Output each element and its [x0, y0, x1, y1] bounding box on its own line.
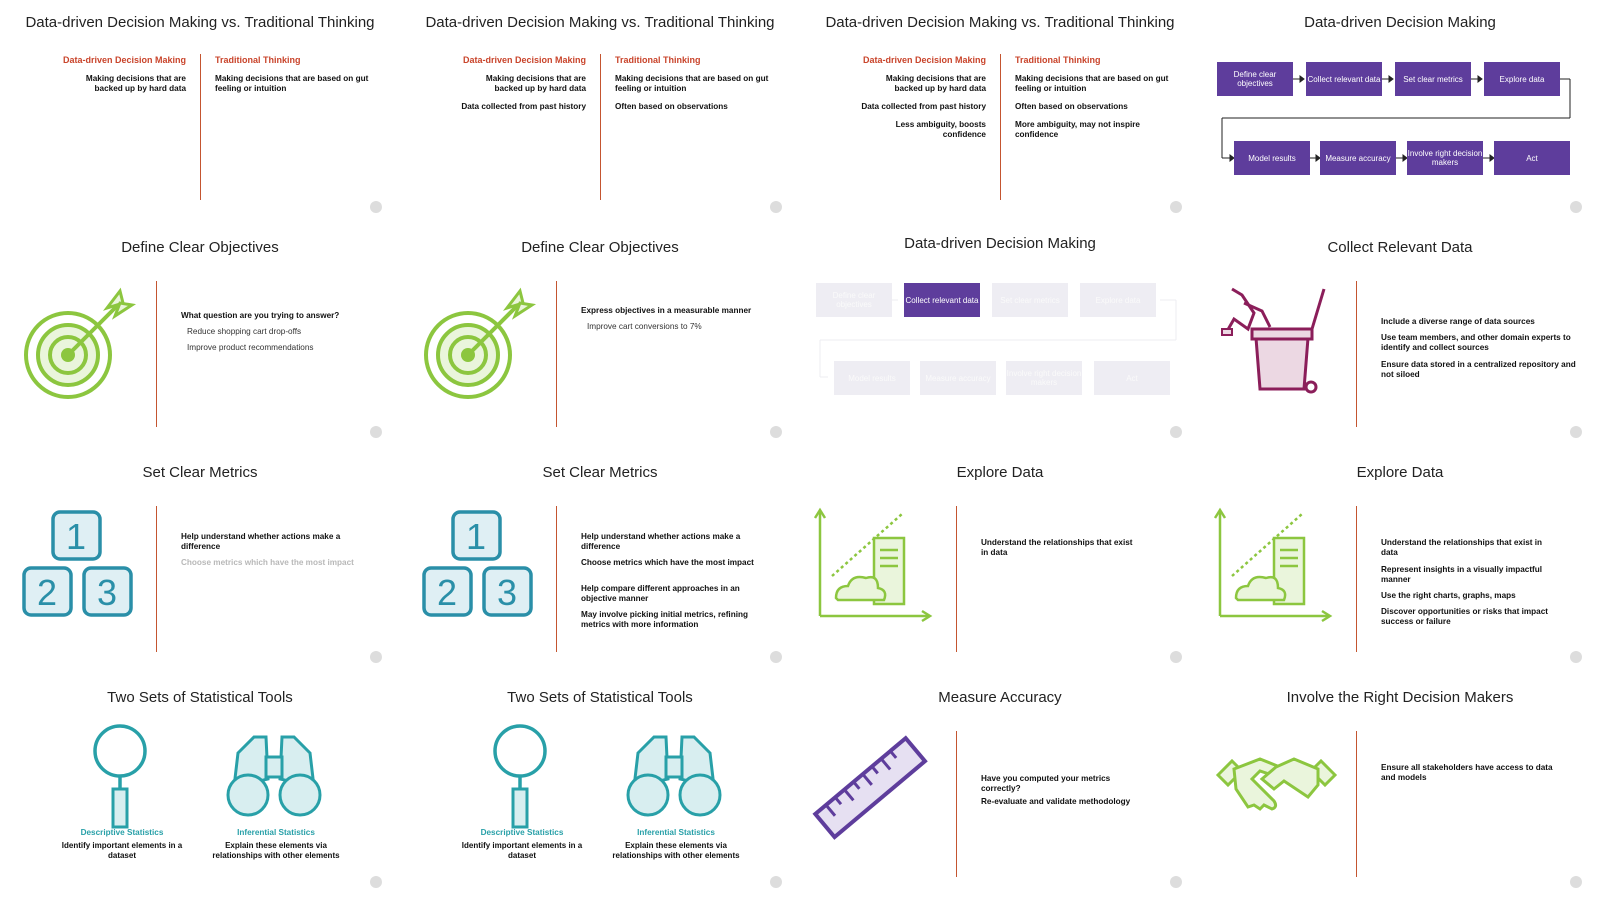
corner-logo-icon — [770, 201, 782, 213]
bullet-item: Understand the relationships that exist in data — [981, 538, 1133, 557]
corner-logo-icon — [1570, 201, 1582, 213]
right-item: Often based on observations — [615, 102, 728, 111]
bullet-item: Help compare different approaches in an objective manner — [581, 584, 740, 603]
slide-14[interactable] — [400, 675, 800, 900]
descriptive-stats-text: Identify important elements in a dataset — [461, 841, 583, 860]
right-heading: Traditional Thinking — [1015, 55, 1101, 65]
corner-logo-icon — [370, 876, 382, 888]
slide-7[interactable] — [800, 225, 1200, 450]
corner-logo-icon — [1570, 876, 1582, 888]
slide-title: Data-driven Decision Making — [904, 235, 1096, 252]
slide-title: Define Clear Objectives — [121, 239, 279, 256]
svg-text:2: 2 — [436, 572, 458, 613]
slide-5[interactable] — [0, 225, 400, 450]
divider — [600, 54, 601, 200]
svg-text:3: 3 — [96, 572, 118, 613]
slide-title: Data-driven Decision Making — [1304, 14, 1496, 31]
divider — [956, 731, 957, 877]
bullet-item: May involve picking initial metrics, refining metrics with more information — [581, 610, 748, 629]
left-heading: Data-driven Decision Making — [462, 55, 586, 65]
right-heading: Traditional Thinking — [615, 55, 701, 65]
target-icon — [422, 283, 542, 403]
magnifying-glass-icon — [88, 723, 158, 833]
corner-logo-icon — [370, 651, 382, 663]
slide-6[interactable] — [400, 225, 800, 450]
bullet-item: Help understand whether actions make a difference — [581, 532, 741, 551]
bullet-item: Ensure data stored in a centralized repository and not siloed — [1381, 360, 1576, 379]
svg-text:2: 2 — [36, 572, 58, 613]
corner-logo-icon — [1570, 426, 1582, 438]
target-icon — [22, 283, 142, 403]
magnifying-glass-icon — [488, 723, 558, 833]
trash-bin-icon — [1214, 283, 1344, 403]
numbered-blocks-icon — [20, 508, 140, 628]
flow-connectors — [800, 225, 1200, 450]
divider — [156, 506, 157, 652]
step-act: Act — [1094, 361, 1170, 395]
step-collect-data: Collect relevant data — [1306, 62, 1382, 96]
inferential-stats-text: Explain these elements via relationships with other elements — [612, 841, 740, 860]
corner-logo-icon — [1170, 876, 1182, 888]
binoculars-icon — [624, 731, 724, 821]
bullet-item: Understand the relationships that exist in data — [1381, 538, 1543, 557]
svg-text:1: 1 — [465, 516, 487, 557]
bullet-item: Re-evaluate and validate methodology — [981, 797, 1131, 806]
slide-title: Data-driven Decision Making vs. Traditional Thinking — [825, 14, 1175, 31]
left-heading: Data-driven Decision Making — [862, 55, 986, 65]
descriptive-stats-heading: Descriptive Statistics — [480, 828, 564, 837]
numbered-blocks-icon — [420, 508, 540, 628]
binoculars-icon — [224, 731, 324, 821]
sub-item: Improve cart conversions to 7% — [587, 322, 702, 331]
bullet-item: Use team members, and other domain experts to identify and collect sources — [1381, 333, 1571, 352]
sub-item: Improve product recommendations — [187, 343, 314, 352]
slide-title: Collect Relevant Data — [1327, 239, 1473, 256]
inferential-stats-text: Explain these elements via relationships with other elements — [212, 841, 340, 860]
step-set-metrics: Set clear metrics — [1395, 62, 1471, 96]
corner-logo-icon — [770, 651, 782, 663]
slide-10[interactable] — [400, 450, 800, 675]
right-heading: Traditional Thinking — [215, 55, 301, 65]
divider — [200, 54, 201, 200]
right-item: Making decisions that are based on gut feeling or intuition — [215, 74, 369, 93]
slide-13[interactable] — [0, 675, 400, 900]
divider — [156, 281, 157, 427]
slide-title: Explore Data — [1356, 464, 1444, 481]
slide-title: Set Clear Metrics — [542, 464, 658, 481]
left-heading: Data-driven Decision Making — [62, 55, 186, 65]
slide-11[interactable] — [800, 450, 1200, 675]
left-item: Making decisions that are backed up by hard data — [885, 74, 986, 93]
right-item: Making decisions that are based on gut feeling or intuition — [615, 74, 769, 93]
left-item: Making decisions that are backed up by hard data — [85, 74, 186, 93]
slide-8[interactable] — [1200, 225, 1600, 450]
divider — [1000, 54, 1001, 200]
right-item: Making decisions that are based on gut feeling or intuition — [1015, 74, 1169, 93]
slide-title: Define Clear Objectives — [521, 239, 679, 256]
corner-logo-icon — [1170, 426, 1182, 438]
right-item: Often based on observations — [1015, 102, 1128, 111]
step-measure-accuracy: Measure accuracy — [920, 361, 996, 395]
inferential-stats-heading: Inferential Statistics — [637, 828, 715, 837]
corner-logo-icon — [1170, 651, 1182, 663]
left-item: Making decisions that are backed up by hard data — [485, 74, 586, 93]
divider — [1356, 731, 1357, 877]
step-act: Act — [1494, 141, 1570, 175]
divider — [556, 506, 557, 652]
slide-title: Set Clear Metrics — [142, 464, 258, 481]
left-item: Data collected from past history — [461, 102, 586, 111]
slide-title: Data-driven Decision Making vs. Traditional Thinking — [25, 14, 375, 31]
bullet-item: Ensure all stakeholders have access to data and models — [1381, 763, 1553, 782]
step-model-results: Model results — [834, 361, 910, 395]
step-involve-decision-makers: Involve right decision makers — [1006, 361, 1082, 395]
flow-connectors — [1200, 0, 1600, 225]
descriptive-stats-text: Identify important elements in a dataset — [61, 841, 183, 860]
corner-logo-icon — [370, 426, 382, 438]
corner-logo-icon — [770, 426, 782, 438]
slide-1[interactable] — [0, 0, 400, 225]
chart-analysis-icon — [812, 506, 937, 631]
step-define-objectives: Define clear objectives — [1217, 62, 1293, 96]
step-involve-decision-makers: Involve right decision makers — [1407, 141, 1483, 175]
corner-logo-icon — [1170, 201, 1182, 213]
bullet-item: Choose metrics which have the most impact — [581, 558, 754, 567]
slide-9[interactable] — [0, 450, 400, 675]
left-item: Less ambiguity, boosts confidence — [895, 120, 986, 139]
corner-logo-icon — [770, 876, 782, 888]
step-explore-data: Explore data — [1080, 283, 1156, 317]
corner-logo-icon — [370, 201, 382, 213]
divider — [956, 506, 957, 652]
bullet-item: Help understand whether actions make a difference — [181, 532, 341, 551]
step-model-results: Model results — [1234, 141, 1310, 175]
question-text: Express objectives in a measurable manner — [581, 306, 752, 315]
slide-12[interactable] — [1200, 450, 1600, 675]
divider — [1356, 281, 1357, 427]
slide-title: Data-driven Decision Making vs. Traditional Thinking — [425, 14, 775, 31]
descriptive-stats-heading: Descriptive Statistics — [80, 828, 164, 837]
slide-title: Explore Data — [956, 464, 1044, 481]
step-measure-accuracy: Measure accuracy — [1320, 141, 1396, 175]
slide-title: Involve the Right Decision Makers — [1286, 689, 1514, 706]
ruler-icon — [810, 729, 935, 849]
step-set-metrics: Set clear metrics — [992, 283, 1068, 317]
slide-3[interactable] — [800, 0, 1200, 225]
divider — [1356, 506, 1357, 652]
bullet-item: Choose metrics which have the most impact — [181, 558, 354, 567]
slide-16[interactable] — [1200, 675, 1600, 900]
slide-title: Measure Accuracy — [938, 689, 1062, 706]
handshake-icon — [1214, 745, 1339, 835]
chart-analysis-icon — [1212, 506, 1337, 631]
svg-text:3: 3 — [496, 572, 518, 613]
corner-logo-icon — [1570, 651, 1582, 663]
divider — [556, 281, 557, 427]
slide-title: Two Sets of Statistical Tools — [107, 689, 293, 706]
sub-item: Reduce shopping cart drop-offs — [187, 327, 302, 336]
slide-15[interactable] — [800, 675, 1200, 900]
inferential-stats-heading: Inferential Statistics — [237, 828, 315, 837]
bullet-item: Represent insights in a visually impactful manner — [1381, 565, 1543, 584]
right-item: More ambiguity, may not inspire confidence — [1015, 120, 1140, 139]
left-item: Data collected from past history — [861, 102, 986, 111]
slide-title: Two Sets of Statistical Tools — [507, 689, 693, 706]
step-collect-data-active: Collect relevant data — [904, 283, 980, 317]
step-explore-data: Explore data — [1484, 62, 1560, 96]
slide-2[interactable] — [400, 0, 800, 225]
question-text: What question are you trying to answer? — [181, 311, 340, 320]
slide-4[interactable] — [1200, 0, 1600, 225]
svg-text:1: 1 — [65, 516, 87, 557]
bullet-item: Discover opportunities or risks that impact success or failure — [1381, 607, 1548, 626]
bullet-item: Have you computed your metrics correctly? — [981, 774, 1111, 793]
bullet-item: Use the right charts, graphs, maps — [1381, 591, 1516, 600]
bullet-item: Include a diverse range of data sources — [1381, 317, 1535, 326]
step-define-objectives: Define clear objectives — [816, 283, 892, 317]
